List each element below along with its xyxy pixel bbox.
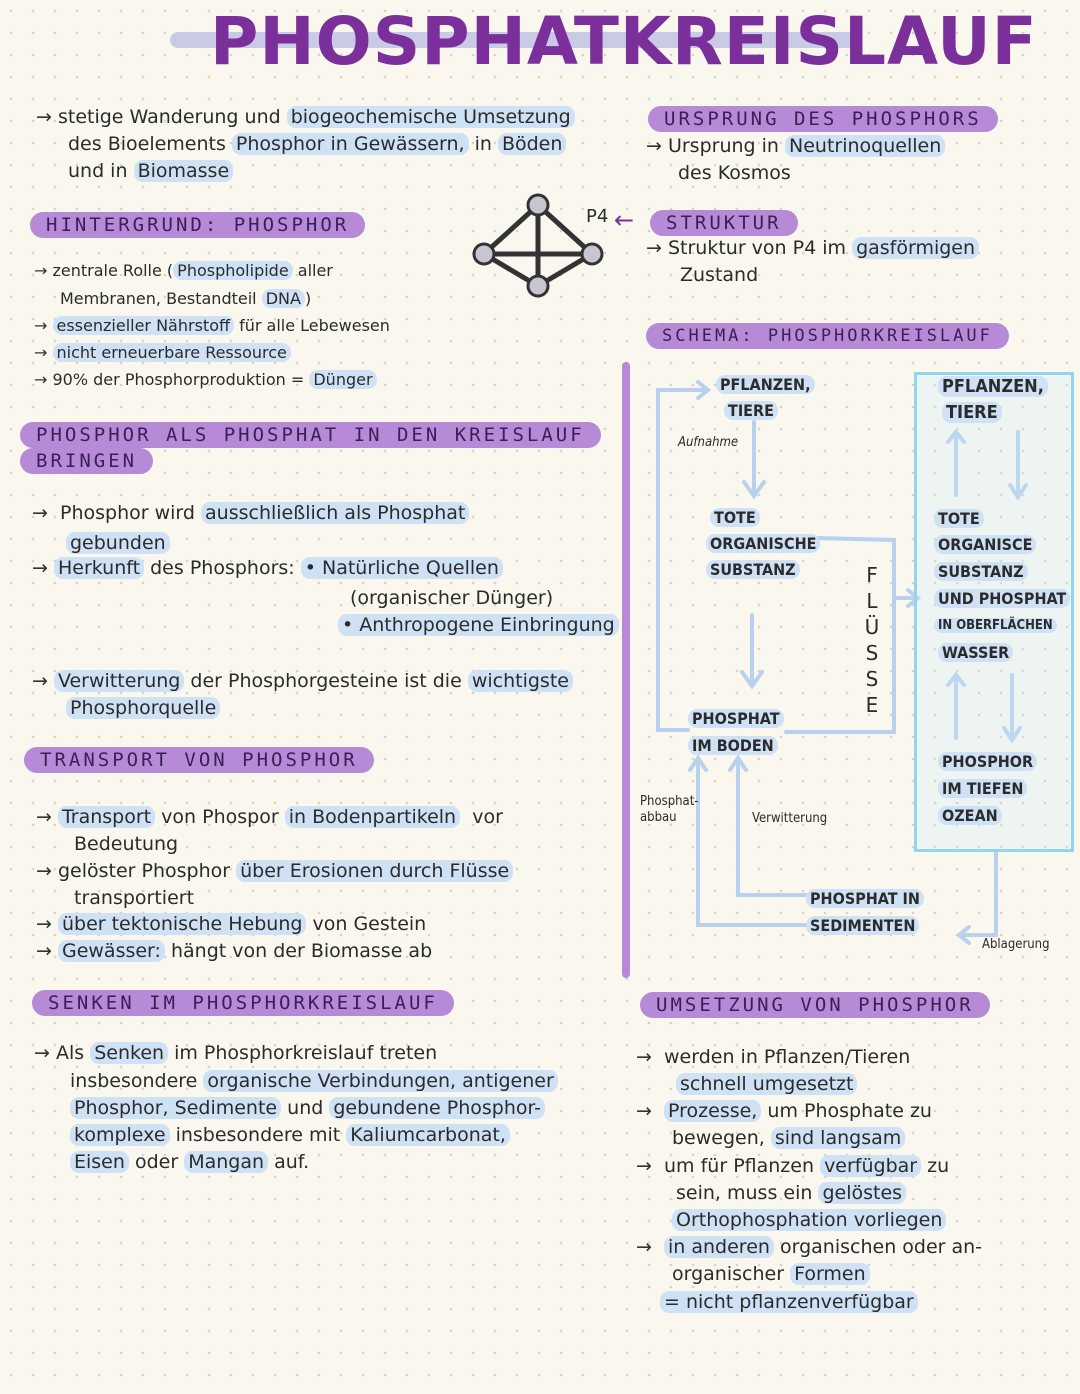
p4-label: P4 <box>586 206 609 227</box>
hintergrund-line-5: → 90% der Phosphorproduktion = Dünger <box>34 367 377 393</box>
schema-sediment-1: PHOSPHAT IN <box>806 886 924 912</box>
schema-sediment-2: SEDIMENTEN <box>806 913 919 939</box>
schema-right-tiefen-3: OZEAN <box>938 803 1002 829</box>
phosphat-header-1: PHOSPHOR ALS PHOSPHAT IN DEN KREISLAUF <box>20 422 601 448</box>
struktur-line-2: Zustand <box>680 264 759 286</box>
phosphat-line-4: (organischer Dünger) <box>350 587 554 609</box>
hintergrund-line-4: → nicht erneuerbare Ressource <box>34 340 291 366</box>
transport-line-2: Bedeutung <box>74 833 179 855</box>
senken-line-2: insbesondere organische Verbindungen, antigener <box>70 1068 558 1094</box>
schema-ablagerung: Ablagerung <box>982 937 1050 952</box>
phosphat-line-5: • Anthropogene Einbringung <box>338 612 619 638</box>
hintergrund-line-3: → essenzieller Nährstoff für alle Lebewesen <box>34 316 390 335</box>
umsetzung-line-2: schnell umgesetzt <box>676 1071 857 1097</box>
schema-tote-2: ORGANISCHE <box>706 531 820 557</box>
umsetzung-line-4: bewegen, sind langsam <box>672 1125 905 1151</box>
ursprung-line-1: → Ursprung in Neutrinoquellen <box>646 133 945 159</box>
ursprung-line-2: des Kosmos <box>678 162 791 184</box>
struktur-header: STRUKTUR <box>650 210 798 236</box>
senken-line-1: → Als Senken im Phosphorkreislauf treten <box>34 1042 438 1064</box>
schema-pflanzen-2: TIERE <box>724 398 778 424</box>
transport-header: TRANSPORT VON PHOSPHOR <box>24 747 374 773</box>
schema-tote-3: SUBSTANZ <box>706 557 800 583</box>
phosphat-line-2: gebunden <box>66 530 170 556</box>
schema-right-tote-1: TOTE <box>934 506 984 532</box>
schema-phosphat-boden-2: IM BODEN <box>688 733 778 759</box>
phosphat-line-7: Phosphorquelle <box>66 695 220 721</box>
hintergrund-header: HINTERGRUND: PHOSPHOR <box>30 212 365 238</box>
schema-right-tote-3: SUBSTANZ <box>934 559 1028 585</box>
senken-line-4: komplexe insbesondere mit Kaliumcarbonat, <box>70 1122 510 1148</box>
umsetzung-line-6: sein, muss ein gelöstes <box>676 1180 906 1206</box>
schema-verwitterung: Verwitterung <box>752 811 828 826</box>
schema-right-tote-6: WASSER <box>938 640 1013 666</box>
column-divider <box>622 362 630 978</box>
schema-phosphat-boden-1: PHOSPHAT <box>688 706 784 732</box>
schema-right-tote-2: ORGANISCE <box>934 532 1036 558</box>
umsetzung-line-1: → werden in Pflanzen/Tieren <box>636 1046 911 1068</box>
transport-line-4: transportiert <box>74 887 195 909</box>
schema-right-tote-5: IN OBERFLÄCHEN <box>934 613 1057 639</box>
schema-right-pflanzen-2: TIERE <box>942 400 1002 426</box>
transport-line-1: → Transport von Phospor in Bodenpartikeln vor <box>36 806 503 828</box>
schema-right-tiefen-2: IM TIEFEN <box>938 776 1027 802</box>
phosphat-line-1: → Phosphor wird ausschließlich als Phosphat <box>32 500 469 526</box>
intro-line-2: des Bioelements Phosphor in Gewässern, in Böden <box>68 131 566 157</box>
schema-right-tiefen-1: PHOSPHOR <box>938 749 1037 775</box>
phosphat-line-3: → Herkunft des Phosphors: • Natürliche Quellen <box>32 555 503 581</box>
umsetzung-line-7: Orthophosphation vorliegen <box>672 1207 946 1233</box>
umsetzung-line-10: = nicht pflanzenverfügbar <box>660 1289 918 1315</box>
umsetzung-header: UMSETZUNG VON PHOSPHOR <box>640 992 990 1018</box>
phosphat-header-2: BRINGEN <box>20 448 153 474</box>
umsetzung-line-5: → um für Pflanzen verfügbar zu <box>636 1155 950 1177</box>
senken-line-5: Eisen oder Mangan auf. <box>70 1149 309 1175</box>
transport-line-3: → gelöster Phosphor über Erosionen durch Flüsse <box>36 858 513 884</box>
umsetzung-line-8: → in anderen organischen oder an- <box>636 1236 983 1258</box>
hintergrund-line-1: → zentrale Rolle ( Phospholipide aller <box>34 261 333 280</box>
transport-line-5: → über tektonische Hebung von Gestein <box>36 913 427 935</box>
intro-line-3: und in Biomasse <box>68 158 233 184</box>
schema-fluesse: F L Ü S S E <box>864 563 880 717</box>
transport-line-6: → Gewässer: hängt von der Biomasse ab <box>36 940 433 962</box>
schema-right-pflanzen-1: PFLANZEN, <box>938 374 1048 400</box>
arrow-left-icon: ← <box>614 206 635 234</box>
umsetzung-line-9: organischer Formen <box>672 1261 870 1287</box>
schema-tote-1: TOTE <box>710 505 760 531</box>
schema-right-tote-4: UND PHOSPHAT <box>934 586 1070 612</box>
senken-line-3: Phosphor, Sedimente und gebundene Phosphor- <box>70 1095 545 1121</box>
struktur-line-1: → Struktur von P4 im gasförmigen <box>646 235 979 261</box>
schema-pflanzen-1: PFLANZEN, <box>716 372 815 398</box>
schema-aufnahme: Aufnahme <box>678 435 739 450</box>
senken-header: SENKEN IM PHOSPHORKREISLAUF <box>32 990 454 1016</box>
umsetzung-line-3: → Prozesse, um Phosphate zu <box>636 1100 932 1122</box>
ursprung-header: URSPRUNG DES PHOSPHORS <box>648 106 998 132</box>
page-title: PHOSPHATKREISLAUF <box>210 3 1038 80</box>
hintergrund-line-2: Membranen, Bestandteil DNA ) <box>60 289 312 308</box>
phosphat-line-6: → Verwitterung der Phosphorgesteine ist die wichtigste <box>32 668 573 694</box>
intro-line-1: → stetige Wanderung und biogeochemische Umsetzung <box>36 104 575 130</box>
schema-header: SCHEMA: PHOSPHORKREISLAUF <box>646 323 1009 349</box>
schema-phosphatabbau: Phosphat- abbau <box>640 794 699 825</box>
